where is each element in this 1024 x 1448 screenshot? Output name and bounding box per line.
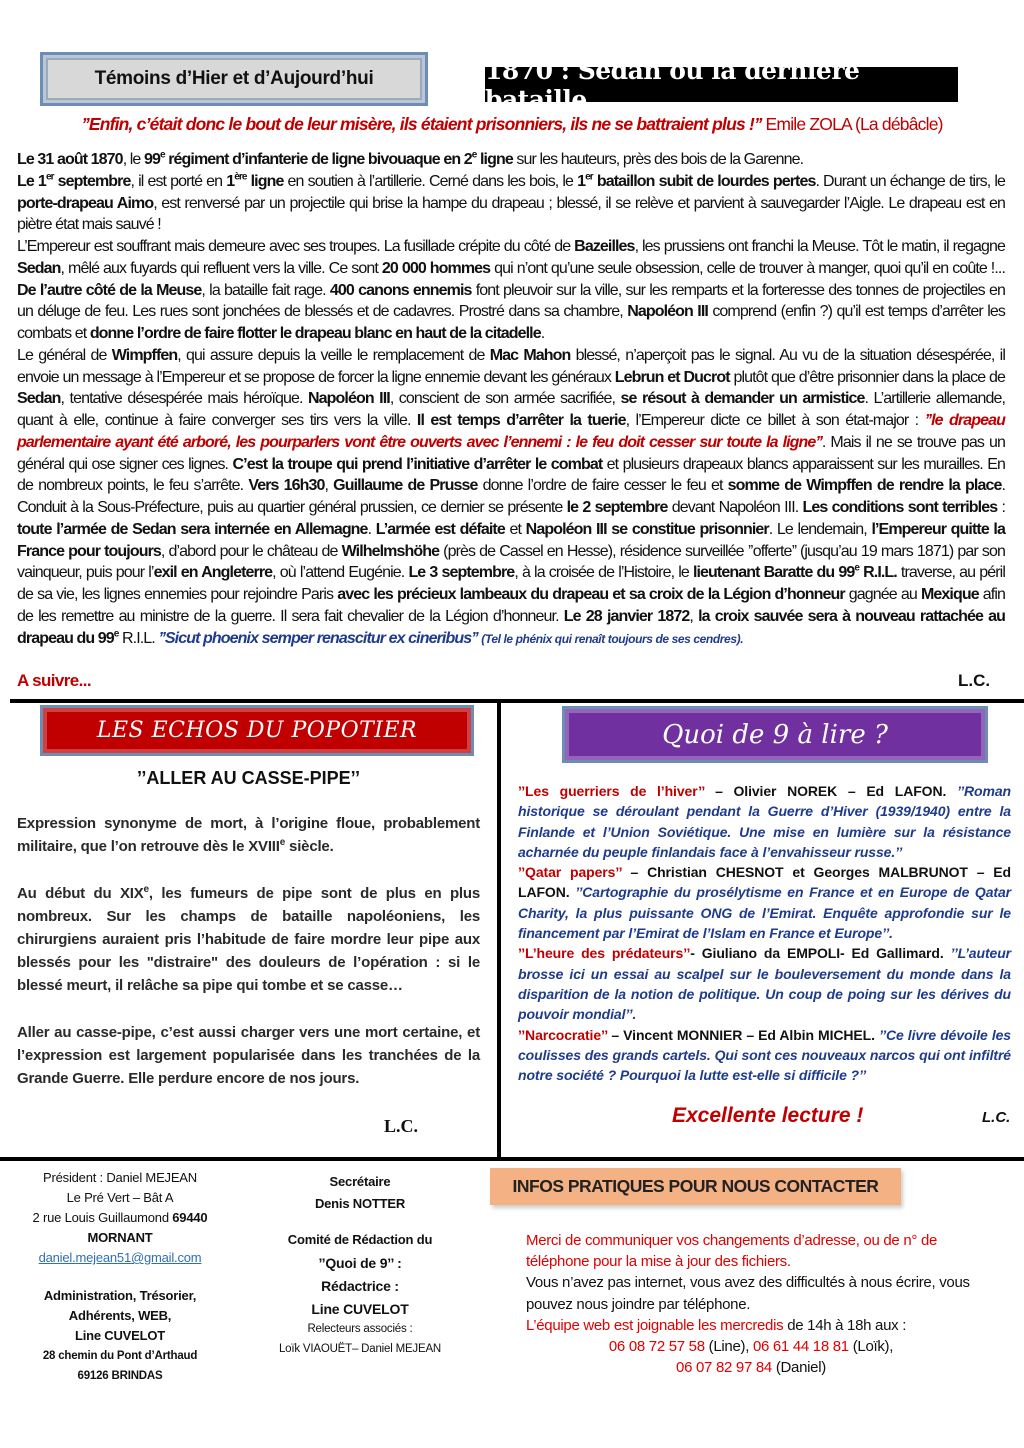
street: 2 rue Louis Guillaumond [32,1210,173,1225]
text-run: Wimpffen [111,346,178,364]
contact-text: Vous n’avez pas internet, vous avez des difficultés à nous écrire, vous pouvez nous joindre par téléphone. [526,1274,970,1313]
text-run: e [159,149,165,161]
web-hours [526,1315,976,1336]
text-run: (Tel le phénix qui renaît toujours de ses cendres). [481,631,744,646]
text-run: régiment d’infanterie de ligne bivouaque en 2 [164,151,472,168]
paragraph [17,236,1005,345]
text-run: l’Empereur quitte la France pour toujours [17,520,1005,560]
section-label-box [40,52,428,106]
text-run: siècle. [285,838,334,856]
text-run: le 2 septembre [566,499,668,516]
text-run: ’’Cartographie du prosélytisme en France et en Europe de Qatar Charity, la plus puissante ONG de l’Emirat. Enquête approfondie sur le financement par l’Emirat de l’Islam en France et Europe’’. [518,884,1011,942]
text-run: , conscient de son armée sacrifiée, [389,390,621,408]
text-run: er [585,171,593,183]
text-run: Au début du XIX [17,884,144,902]
proofreaders-label: Relecteurs associés : [307,1323,413,1335]
text-run: septembre [53,172,131,190]
text-run: L’Empereur est souffrant mais demeure avec ses troupes. La fusillade crépite du côté de [17,238,575,255]
phone-loik[interactable]: 06 61 44 18 81 [752,1338,849,1356]
text-run: , le [122,151,144,168]
text-run: ’’Roman historique se déroulant pendant la Guerre d’Hiver (1939/1940) entre la Finlande et l’Union Soviétique. Une mise en lumière sur la résistance acharnée du peuple finlandais face à l’envahisseur russe.’’ [518,783,1011,860]
text-run: , l’Empereur dicte ce billet à son état-major : [625,412,925,429]
admin-address: 28 chemin du Pont d’Arthaud [42,1350,198,1362]
text-run: Aller au casse-pipe, c’est aussi charger vers une mort certaine, et l’expression est largement popularisée dans les tranchées de la Grande Guerre. Elle perdure encore de nos jours. [17,1023,480,1088]
text-run: toute l’armée de Sedan sera internée en Allemagne [17,520,368,538]
text-run: Le 31 août 1870 [17,151,123,168]
text-run: afin de les remettre au ministre de la guerre. Il sera fait chevalier de la Légion d’honneur. [17,586,1006,625]
editor-name: Line CUVELOT [311,1301,409,1317]
text-run: avec les précieux lambeaux du drapeau et sa croix de la Légion d’honneur [337,586,845,603]
text-run: la croix sauvée sera à nouveau rattachée au drapeau du 99 [17,607,1005,647]
text-run: , les fumeurs de pipe sont de plus en plus nombreux. Sur les champs de bataille napoléoniens, les chirurgiens auraient pris l’habitude de faire mordre leur pipe aux blessés pour les "distraire" des douleurs de l’opération : si le blessé meurt, il relâche sa pipe qui tombe et se casse… [17,884,480,995]
text-run: 1 [577,172,586,190]
text-run: Le 28 janvier 1872 [563,607,690,625]
section-label: Témoins d’Hier et d’Aujourd’hui [94,68,374,89]
paragraph [17,149,1005,171]
text-run: donne l’ordre de faire flotter le drapeau blanc en haut de la citadelle [89,325,541,342]
text-run: Le 3 septembre [408,564,515,582]
committee-name: ’’Quoi de 9’’ : [318,1255,402,1271]
text-run: en soutien à l’artillerie. Cerné dans les bois, le [283,172,578,190]
postcode: 69440 [172,1210,208,1225]
text-run: e [279,837,286,849]
echos-banner-text: LES ECHOS DU POPOTIER [96,718,418,743]
text-run: . [540,325,545,342]
text-run: - Giuliano da EMPOLI- Ed Gallimard. [690,945,951,962]
phone-daniel-name: (Daniel) [771,1359,826,1377]
text-run: 99 [143,151,160,168]
text-run: Sedan [17,259,61,277]
contact-banner [490,1168,901,1205]
text-run: devant Napoléon III. [667,499,803,516]
text-run: e [113,628,119,640]
text-run: , d’abord pour le château de [160,542,342,560]
text-run: et plusieurs drapeaux blancs apparaissent sur les murailles. En de nombreux points, le feu s’arrête. [17,455,1005,495]
text-run: 20 000 hommes [381,259,491,277]
text-run: Napoléon III se constitue prisonnier [525,520,769,538]
text-run: Lebrun et Ducrot [614,368,730,386]
epigraph-quote: ’’Enfin, c’était donc le bout de leur misère, ils étaient prisonniers, ils ne se battraient plus !’’ [81,114,762,134]
echos-banner [40,705,474,756]
text-run: , qui assure depuis la veille le remplacement de [177,346,490,364]
text-run: Expression synonyme de mort, à l’origine floue, probablement militaire, que l’on retrouve dès le XVIII [17,815,480,856]
text-run: ’’Ce livre dévoile les coulisses des grands cartels. Qui sont ces nouveaux narcos qui ont infiltré notre société ? Pourquoi la lutte est-elle si difficile ?’’ [518,1026,1011,1084]
paragraph [17,812,480,858]
text-run: font pleuvoir sur la ville, sur les remparts et la forteresse des tonnes de projectiles en un déluge de feu. Les rues sont jonchées de blessés et de cadavres. Prostré dans sa chambre, [17,281,1005,321]
text-run: , où l’attend Eugénie. [272,564,409,582]
text-run: , mêlé aux fuyards qui refluent vers la ville. Ce sont [60,259,382,277]
text-run: Vers 16h30 [248,477,325,495]
text-run: ’’L’heure des prédateurs’’ [518,945,691,962]
address-line1: Le Pré Vert – Bât A [66,1190,174,1205]
books-banner [562,706,988,763]
text-run: R.I.L. [859,564,897,582]
echos-title: ’’ALLER AU CASSE-PIPE’’ [136,768,361,788]
text-run: . Durant un échange de tirs, le [815,172,1005,190]
text-run: , il est porté en [130,172,227,190]
paragraph [518,1025,1011,1086]
text-run: traverse, au péril de sa vie, les lignes ennemies pour rejoindre Paris [17,564,1005,603]
text-run: L’armée est défaite [375,520,505,538]
secretary-name: Denis NOTTER [314,1196,406,1211]
admin-role2: Adhérents, WEB, [68,1308,172,1323]
text-run: . [367,520,376,538]
text-run: 1 [226,172,235,190]
text-run: 400 canons ennemis [329,281,472,299]
proofreaders: Loïk VIAOUËT– Daniel MEJEAN [278,1343,442,1355]
text-run: donne l’ordre de faire cesser le feu et [477,477,728,495]
divider-top [10,699,1024,703]
phones-line2 [526,1357,976,1378]
president: Président : Daniel MEJEAN [43,1170,197,1185]
web-team: L’équipe web est joignable les mercredis [526,1316,784,1334]
text-run: ’’L’auteur brosse ici un essai au scalpel sur le bouleversement du monde dans la disparition de la notion de politique. Un coup de poing sur les dérives du pouvoir mondial’’. [518,945,1011,1023]
page-title: 1870 : Sedan ou la dernière bataille [485,55,860,114]
text-run: , la bataille fait rage. [201,281,330,299]
admin-name: Line CUVELOT [74,1328,166,1343]
address-line2 [20,1208,220,1228]
text-run: Le 1 [17,172,46,190]
text-run: , est renversé par un projectile qui brise la hampe du drapeau ; blessé, il se relève et parvient à sauvegarder l’Aigle. Le drapeau est en piètre état mais sauvé ! [17,194,1005,234]
text-run: . L’artillerie allemande, quant à elle, continue à faire converger ses tirs vers la ville. [17,390,1005,429]
contact-notice: Merci de communiquer vos changements d’adresse, ou de n° de téléphone pour la mise à jour des fichiers. [526,1232,938,1271]
divider-bottom [0,1157,1024,1161]
text-run: . Conduit à la Sous-Préfecture, puis au quartier général prussien, ce dernier se présente [17,477,1005,516]
books-signature: L.C. [982,1109,1011,1126]
text-run: , [689,607,699,625]
text-run: , [324,477,334,495]
footer-president [20,1168,220,1386]
text-run: . Mais il ne se trouve pas un général qui ose signer ces lignes. [17,433,1005,473]
phone-line-name: (Line), [704,1338,753,1356]
text-run: : [997,499,1005,516]
divider-vertical [497,702,501,1157]
text-run: . Le lendemain, [768,520,872,538]
text-run: ligne [246,172,284,190]
epigraph [0,114,1024,135]
echos-signature: L.C. [384,1116,419,1136]
paragraph [17,882,480,998]
text-run: , à la croisée de l’Histoire, le [514,564,693,582]
text-run: er [45,171,54,183]
text-run: Napoléon III [627,303,708,321]
phone-line[interactable]: 06 08 72 57 58 [608,1338,705,1356]
epigraph-author: Emile ZOLA (La débâcle) [761,114,943,134]
to-be-continued: A suivre... [17,671,92,690]
text-run: ’’Les guerriers de l’hiver’’ [518,783,705,799]
phone-loik-name: (Loïk), [848,1338,894,1356]
footer-committee [265,1172,455,1359]
text-run: C’est la troupe qui prend l’initiative d’arrêter le combat [232,455,603,473]
text-run: , tentative désespérée mais héroïque. [60,390,309,408]
secretary-label: Secrétaire [329,1174,391,1189]
text-run: , les prussiens ont franchi la Meuse. Tôt le matin, il regagne [634,238,1005,255]
text-run: ère [234,171,247,183]
text-run: – Olivier NOREK – Ed LAFON. [704,783,957,799]
text-run: lieutenant Baratte du 99 [692,564,855,582]
paragraph [17,1021,480,1091]
books-banner-text: Quoi de 9 à lire ? [662,719,888,750]
email-link[interactable]: daniel.mejean51@gmail.com [38,1250,202,1265]
text-run: e [471,149,477,161]
text-run: Il est temps d’arrêter la tuerie [416,412,626,429]
text-run: ’’le drapeau parlementaire ayant été arboré, les pourparlers vont être ouverts avec l’ennemi : le feu doit cesser sur toute la ligne’’ [17,412,1005,451]
paragraph [17,171,1005,236]
hours: de 14h à 18h aux : [783,1316,907,1334]
text-run: et [504,520,526,538]
text-run: porte-drapeau Aimo [17,194,154,212]
text-run: Guillaume de Prusse [333,477,478,495]
text-run: (près de Cassel en Hesse), résidence surveillée ’’offerte’’ (jusqu’au 19 mars 1871) par son vainqueur, puis pour l’ [17,542,1005,582]
text-run: Sedan [17,390,61,408]
text-run: ’’Narcocratie’’ [518,1026,608,1043]
text-run: plutôt que d’être prisonnier dans la place de [729,368,1005,386]
text-run: Wilhelmshöhe [341,542,440,560]
text-run: se résout à demander un armistice [620,390,865,408]
text-run: e [143,883,149,895]
text-run: Le général de [17,346,112,364]
text-run: Mexique [920,586,979,603]
editor-label: Rédactrice : [321,1278,399,1294]
phones-line1 [526,1336,976,1357]
text-run: gagnée au [844,586,921,603]
text-run: Napoléon III [308,390,390,408]
city: MORNANT [87,1230,153,1245]
paragraph [518,943,1011,1024]
contact-banner-text: INFOS PRATIQUES POUR NOUS CONTACTER [512,1176,879,1196]
text-run: bataillon subit de lourdes pertes [592,172,816,190]
paragraph [17,345,1005,651]
text-run: blessé, n’aperçoit pas le signal. Au vu de la situation désespérée, il envoie un message à l’Empereur et se propose de forcer la ligne ennemie devant les généraux [17,346,1005,386]
text-run: exil en Angleterre [153,564,273,582]
text-run: qui n’ont qu’une seule obsession, celle de trouver à manger, quoi qu’il en coûte !... [490,259,1005,277]
text-run: comprend (enfin ?) qu’il est temps d’arrêter les combats et [17,303,1005,342]
page-title-box [485,55,958,114]
article-signature: L.C. [958,671,991,690]
article-body [17,149,1005,650]
text-run: – Vincent MONNIER – Ed Albin MICHEL. [607,1026,879,1043]
text-run: De l’autre côté de la Meuse [17,281,202,299]
echos-body [17,812,480,1114]
text-run: R.I.L. [118,629,159,647]
text-run: ligne [476,151,513,168]
phone-daniel[interactable]: 06 07 82 97 84 [676,1359,772,1377]
committee-label: Comité de Rédaction du [287,1232,433,1247]
text-run: – Christian CHESNOT et Georges MALBRUNOT – Ed LAFON. [518,864,1011,901]
text-run: ’’Qatar papers’’ [518,864,622,881]
paragraph [518,781,1011,862]
admin-role1: Administration, Trésorier, [43,1288,197,1303]
text-run: e [854,562,860,574]
admin-city: 69126 BRINDAS [77,1370,163,1382]
contact-info [526,1230,976,1378]
text-run: Mac Mahon [489,346,571,364]
text-run: ’’Sicut phoenix semper renascitur ex cineribus’’ [158,629,478,647]
text-run: sur les hauteurs, près des bois de la Garenne. [512,151,804,168]
books-list [518,781,1011,1085]
paragraph [518,862,1011,943]
text-run: Les conditions sont terribles [802,499,998,516]
books-closing: Excellente lecture ! [672,1104,864,1127]
text-run: somme de Wimpffen de rendre la place [727,477,1002,495]
text-run: Bazeilles [574,238,635,255]
